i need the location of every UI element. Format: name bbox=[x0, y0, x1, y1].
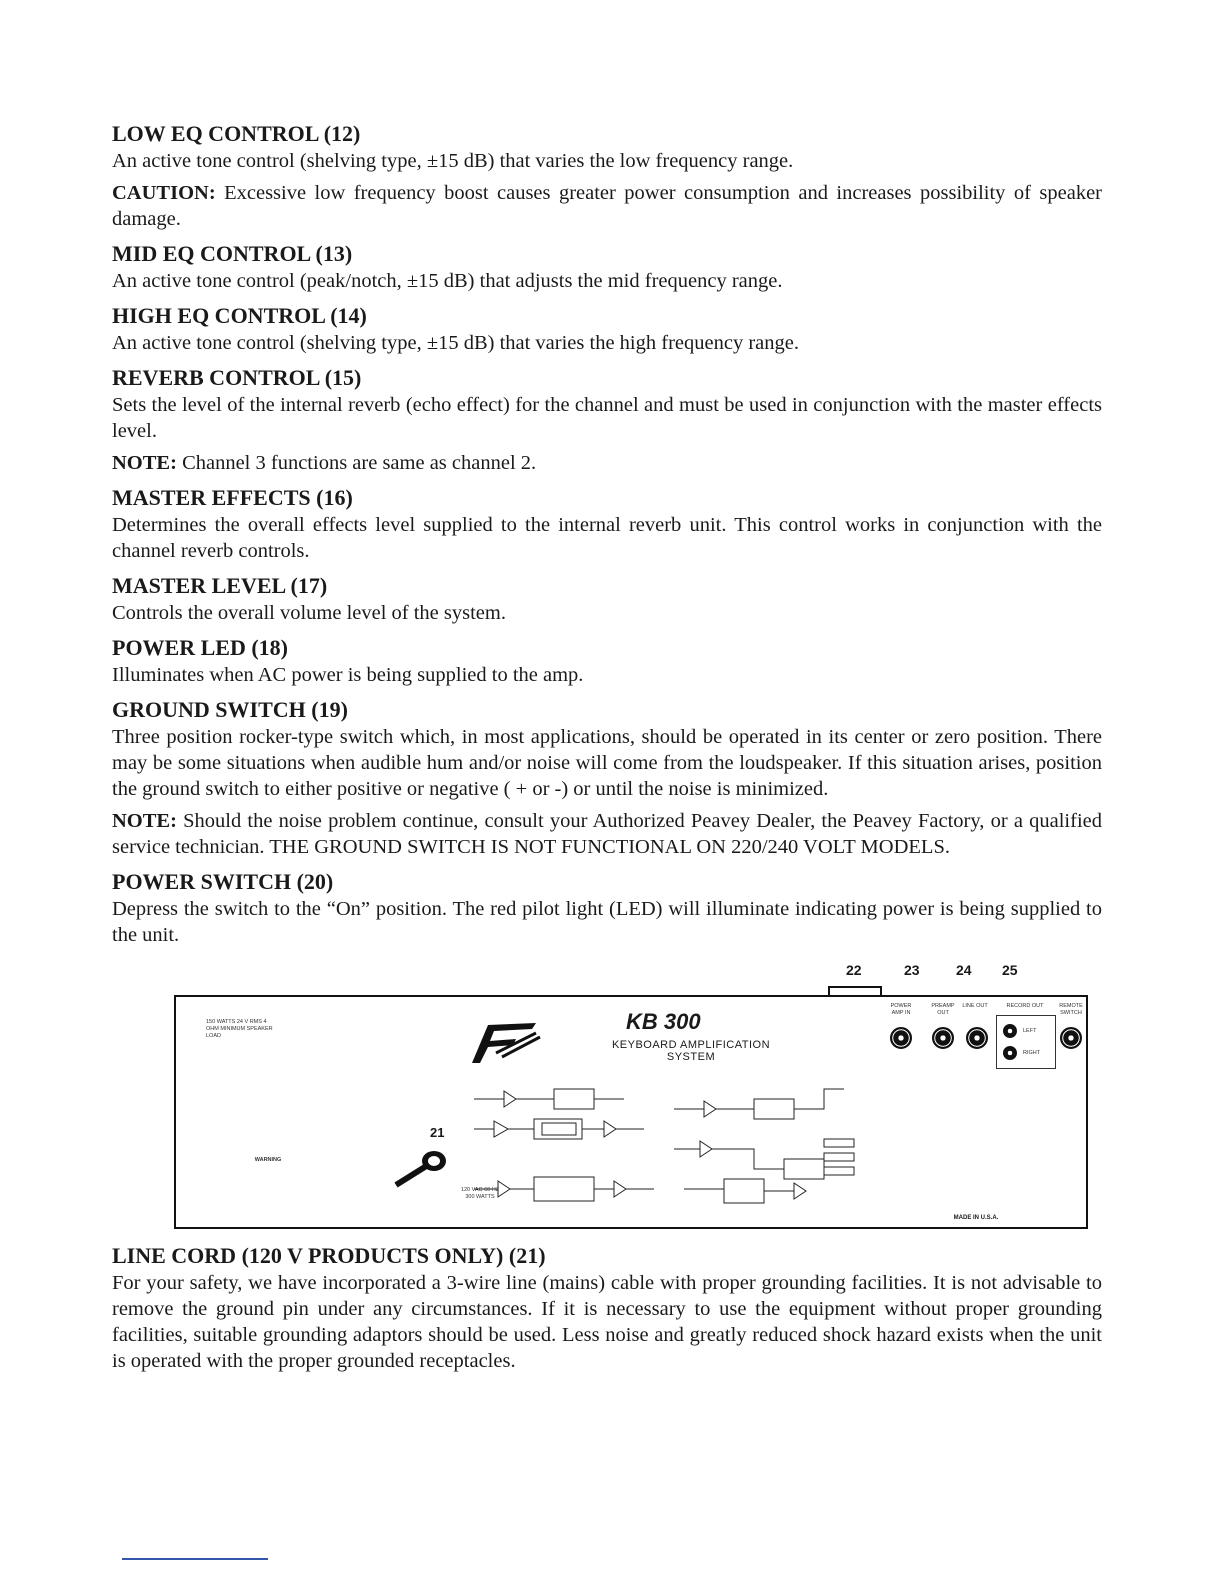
section-high-eq bbox=[112, 302, 1102, 356]
note-text: Should the noise problem continue, consult your Authorized Peavey Dealer, the Peavey Factory, or a qualified service technician. THE GROUND SWITCH IS NOT FUNCTIONAL ON 220/240 VOLT MODELS. bbox=[112, 810, 1102, 858]
made-in-label: MADE IN U.S.A. bbox=[953, 1215, 999, 1221]
note bbox=[112, 808, 1102, 860]
section-low-eq bbox=[112, 120, 1102, 232]
record-right-jack-icon bbox=[1003, 1046, 1017, 1060]
section-body: An active tone control (shelving type, ±15 dB) that varies the low frequency range. bbox=[112, 150, 794, 172]
section-heading: MID EQ CONTROL (13) bbox=[112, 241, 353, 266]
section-body: Sets the level of the internal reverb (echo effect) for the channel and must be used in conjunction with the master effects level. bbox=[112, 394, 1102, 442]
note-label: NOTE: bbox=[112, 452, 177, 474]
peavey-logo-icon bbox=[466, 1019, 546, 1065]
section-mid-eq bbox=[112, 240, 1102, 294]
caution-text: Excessive low frequency boost causes greater power consumption and increases possibility of speaker damage. bbox=[112, 182, 1102, 230]
section-body: Controls the overall volume level of the system. bbox=[112, 602, 506, 624]
section-body: Depress the switch to the “On” position. The red pilot light (LED) will illuminate indicating power is being supplied to the unit. bbox=[112, 898, 1102, 946]
section-master-level bbox=[112, 572, 1102, 626]
jack-label-line-out: LINE OUT bbox=[962, 1003, 988, 1009]
power-amp-in-jack-icon bbox=[890, 1027, 912, 1049]
record-left-jack-icon bbox=[1003, 1024, 1017, 1038]
record-out-box bbox=[996, 1015, 1056, 1069]
note bbox=[112, 450, 1102, 476]
caution-note bbox=[112, 180, 1102, 232]
model-name: KB 300 bbox=[626, 1009, 701, 1034]
section-reverb bbox=[112, 364, 1102, 476]
record-left-label: LEFT bbox=[1023, 1028, 1037, 1034]
model-subtitle-line2: SYSTEM bbox=[666, 1051, 716, 1063]
section-body: Three position rocker-type switch which, in most applications, should be operated in its center or zero position. There may be some situations when audible hum and/or noise will come from the loudspeaker. If this situation arises, position the ground switch to either positive or negative ( + or -) or until the noise is minimized. bbox=[112, 726, 1102, 800]
record-right-label: RIGHT bbox=[1023, 1050, 1041, 1056]
section-heading: REVERB CONTROL (15) bbox=[112, 365, 362, 390]
remote-switch-jack-icon bbox=[1060, 1027, 1082, 1049]
section-body: An active tone control (peak/notch, ±15 dB) that adjusts the mid frequency range. bbox=[112, 270, 783, 292]
amp-rear-panel bbox=[174, 995, 1088, 1229]
callout-21: 21 bbox=[430, 1125, 445, 1140]
section-power-switch bbox=[112, 868, 1102, 948]
model-subtitle-line1: KEYBOARD AMPLIFICATION bbox=[611, 1039, 771, 1051]
warning-title: WARNING bbox=[254, 1157, 282, 1163]
section-heading: MASTER LEVEL (17) bbox=[112, 573, 328, 598]
section-body: Illuminates when AC power is being supplied to the amp. bbox=[112, 664, 584, 686]
section-heading: LINE CORD (120 V PRODUCTS ONLY) (21) bbox=[112, 1243, 546, 1268]
spec-text: 150 WATTS 24 V RMS 4 OHM MINIMUM SPEAKER LOAD bbox=[206, 1019, 273, 1039]
model-subtitle bbox=[576, 1039, 806, 1063]
jack-label-preamp-out: PREAMP OUT bbox=[931, 1003, 955, 1016]
section-power-led bbox=[112, 634, 1102, 688]
note-text: Channel 3 functions are same as channel 2. bbox=[176, 452, 537, 474]
section-line-cord bbox=[112, 1242, 1102, 1374]
jack-label-record-out: RECORD OUT bbox=[1006, 1003, 1044, 1009]
preamp-out-jack-icon bbox=[932, 1027, 954, 1049]
rear-panel-figure bbox=[112, 962, 1102, 1232]
line-cord-icon bbox=[392, 1147, 452, 1193]
section-heading: GROUND SWITCH (19) bbox=[112, 697, 348, 722]
callout-23: 23 bbox=[904, 962, 920, 978]
caution-label: CAUTION: bbox=[112, 182, 216, 204]
note-label: NOTE: bbox=[112, 810, 177, 832]
callout-24: 24 bbox=[956, 962, 972, 978]
callout-22: 22 bbox=[846, 962, 862, 978]
section-heading: LOW EQ CONTROL (12) bbox=[112, 121, 361, 146]
callout-numbers bbox=[112, 962, 1102, 988]
section-master-effects bbox=[112, 484, 1102, 564]
section-heading: POWER LED (18) bbox=[112, 635, 288, 660]
section-heading: MASTER EFFECTS (16) bbox=[112, 485, 353, 510]
section-body: For your safety, we have incorporated a 3-wire line (mains) cable with proper grounding facilities. It is not advisable to remove the ground pin under any circumstances. If it is necessary to use the equipment without proper grounding facilities, suitable grounding adaptors should be used. Less noise and greatly reduced shock hazard exists when the unit is operated with the proper grounded receptacles. bbox=[112, 1272, 1102, 1372]
block-diagram-icon bbox=[464, 1079, 864, 1219]
footer-rule bbox=[122, 1558, 268, 1560]
jack-label-power-amp-in: POWER AMP IN bbox=[890, 1003, 912, 1016]
callout-25: 25 bbox=[1002, 962, 1018, 978]
section-heading: POWER SWITCH (20) bbox=[112, 869, 334, 894]
manual-page bbox=[112, 120, 1102, 1382]
section-body: Determines the overall effects level supplied to the internal reverb unit. This control works in conjunction with the channel reverb controls. bbox=[112, 514, 1102, 562]
jack-label-remote-switch: REMOTE SWITCH bbox=[1059, 1003, 1083, 1016]
section-body: An active tone control (shelving type, ±15 dB) that varies the high frequency range. bbox=[112, 332, 799, 354]
power-rating-text: 120 VAC 60 HZ 300 WATTS bbox=[460, 1187, 500, 1200]
line-out-jack-icon bbox=[966, 1027, 988, 1049]
section-ground-switch bbox=[112, 696, 1102, 860]
section-heading: HIGH EQ CONTROL (14) bbox=[112, 303, 367, 328]
